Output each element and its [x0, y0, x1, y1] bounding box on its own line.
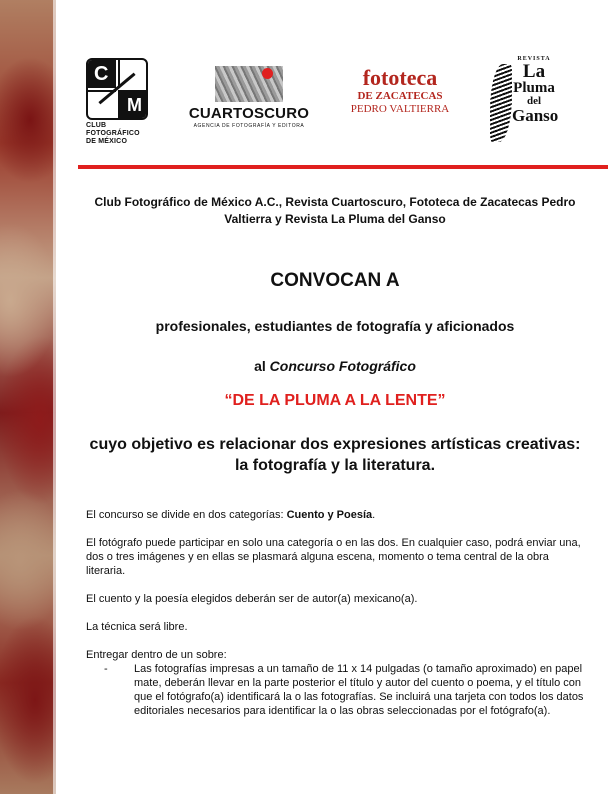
cfm-text-line-3: DE MÉXICO: [86, 138, 128, 145]
cfm-letter-m: M: [127, 95, 142, 115]
pluma-word-1: La: [522, 61, 546, 82]
list-bullet: -: [104, 663, 108, 675]
contest-title: “DE LA PLUMA A LA LENTE”: [224, 392, 446, 409]
fototeca-name: fototeca: [362, 65, 438, 90]
header-divider: [78, 165, 608, 169]
rules-body: [86, 508, 584, 718]
pluma-word-4: Ganso: [512, 106, 559, 125]
pluma-word-3: del: [526, 95, 542, 107]
contest-prefix: al: [254, 358, 270, 374]
audience-text: profesionales, estudiantes de fotografía y aficionados: [155, 318, 515, 334]
cfm-mark-icon: [86, 58, 148, 120]
cfm-text-line-1: CLUB: [86, 122, 107, 129]
pluma-word-2: Pluma: [513, 80, 555, 96]
list-item-text: Las fotografías impresas a un tamaño de 11 x 14 pulgadas (o tamaño aproximado) en papel mate, deberán llevar en la parte posterior el título y autor del cuento o poema, y el título con que el fotógrafo(a) identificará la o las fotografías. Se incluirá una tarjeta con todos los datos editoriales necesarios para identificar la o las obras seleccionadas por el fotógrafo(a).: [134, 663, 584, 717]
cfm-logo-text: [86, 122, 148, 146]
pluma-logo-text: [512, 56, 559, 125]
club-fotografico-logo: [86, 58, 148, 144]
pluma-revista-label: REVISTA: [517, 56, 551, 62]
organizers-text: Club Fotográfico de México A.C., Revista Cuartoscuro, Fototeca de Zacatecas Pedro Valtierra y Revista La Pluma del Ganso: [94, 195, 576, 226]
cfm-letter-c: C: [94, 63, 109, 85]
technique-paragraph: La técnica será libre.: [86, 621, 188, 633]
categories-paragraph: [86, 508, 584, 522]
cfm-text-line-2: FOTOGRÁFICO: [86, 130, 140, 137]
cuartoscuro-name: CUARTOSCURO: [188, 105, 310, 122]
fototeca-line-2: DE ZACATECAS: [357, 90, 443, 102]
fototeca-logo: [350, 66, 450, 128]
convocan-heading: CONVOCAN A: [270, 270, 400, 291]
cuartoscuro-logo: [188, 66, 310, 130]
authors-paragraph: El cuento y la poesía elegidos deberán ser de autor(a) mexicano(a).: [86, 593, 418, 605]
deliver-list: [86, 662, 584, 718]
feather-icon: [490, 64, 512, 142]
categories-prefix: El concurso se divide en dos categorías:: [86, 509, 287, 521]
cuartoscuro-subtitle: AGENCIA DE FOTOGRAFÍA Y EDITORA: [193, 123, 305, 129]
participation-paragraph: El fotógrafo puede participar en solo una categoría o en las dos. En cualquier caso, podrá enviar una, dos o tres imágenes y en ellas se plasmará alguna escena, momento o tema central de la obra literaria.: [86, 537, 581, 577]
objective-text: cuyo objetivo es relacionar dos expresiones artísticas creativas: la fotografía y la literatura.: [89, 436, 581, 474]
categories-suffix: .: [372, 509, 376, 521]
list-item: [104, 662, 584, 718]
contest-name: Concurso Fotográfico: [269, 358, 416, 374]
cuartoscuro-mark-icon: [215, 66, 283, 102]
announcement-content: [86, 194, 584, 717]
decorative-side-strip: [0, 0, 56, 794]
pluma-del-ganso-logo: [490, 56, 559, 144]
contest-line: [86, 358, 584, 374]
deliver-intro: Entregar dentro de un sobre:: [86, 649, 227, 661]
fototeca-line-3: PEDRO VALTIERRA: [350, 103, 450, 115]
categories-bold: Cuento y Poesía: [286, 509, 373, 521]
